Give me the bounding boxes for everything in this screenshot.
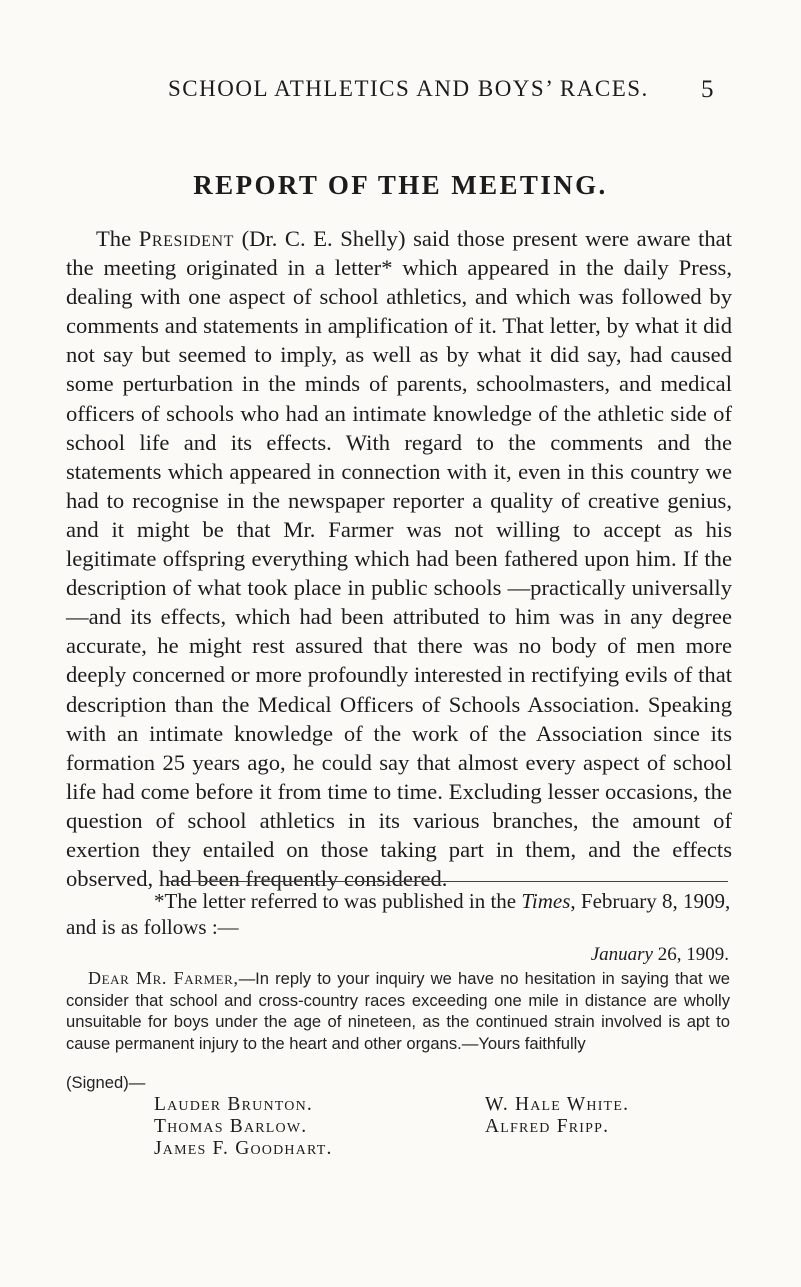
body-text: (Dr. C. E. Shelly) said those present were aware that the meeting originated in a letter* which appeared in the daily Press, dealing with one aspect of school athletics, and which was followed by comments and statements in amplification of it. That letter, by what it did not say but seemed to imply, as well as by what it did say, had caused some perturbation in the minds of parents, schoolmasters, and medical officers of schools who had an intimate knowledge of the athletic side of school life and its effects. With regard to the comments and the statements which appeared in connection with it, even in this country we had to recognise in the newspaper reporter a quality of creative genius, and it might be that Mr. Farmer was not willing to accept as his legitimate offspring everything which had been fathered upon him. If the description of what took place in public schools —practically universally—and its effects, which had been attributed to him was in any degree accurate, he might rest assured that there was no body of men more deeply concerned or more profoundly interested in rectifying evils of that description than the Medical Officers of Schools Association. Speaking with an intimate knowledge of the work of the Association since its formation 25 years ago, he could say that almost every aspect of school life had come before it from time to time. Excluding lesser occasions, the question of school athletics in its various branches, the amount of exertion they entailed on those taking part in them, and the effects observed, had been frequently considered. [66,226,732,892]
signatory-brunton: Lauder Brunton. [154,1094,313,1115]
footnote-rule [168,881,728,882]
footnote-intro-after: , February 8, 1909, and is as follows :— [66,889,731,939]
signatory-white: W. Hale White. [485,1094,630,1115]
signatory-barlow: Thomas Barlow. [154,1116,308,1137]
newspaper-name: Times [521,889,571,913]
signed-label: (Signed)— [66,1073,146,1092]
letter-body [66,968,730,1055]
body-paragraph [66,224,732,893]
signatory-fripp: Alfred Fripp. [485,1116,610,1137]
president-label: President [138,226,234,251]
running-head [168,76,715,106]
running-head-title: SCHOOL ATHLETICS AND BOYS’ RACES. [168,76,649,101]
page-number: 5 [701,76,715,103]
signatory-goodhart: James F. Goodhart. [154,1138,333,1159]
letter-date-rest: 26, 1909. [653,944,729,965]
letter-date-month: January [590,944,653,965]
footnote-intro [66,888,732,940]
letter-salutation: Dear Mr. Farmer, [88,968,239,988]
letter-text: —In reply to your inquiry we have no hesitation in saying that we consider that school and cross-country races exceeding one mile in distance are wholly unsuitable for boys under the age of nineteen, as the continued strain involved is apt to cause permanent injury to the heart and other organs.—Yours faithfully [66,969,730,1054]
letter-date [591,944,729,966]
section-heading: REPORT OF THE MEETING. [193,170,608,200]
body-lead: The [96,226,139,251]
footnote-intro-before: *The letter referred to was published in the [154,889,522,913]
